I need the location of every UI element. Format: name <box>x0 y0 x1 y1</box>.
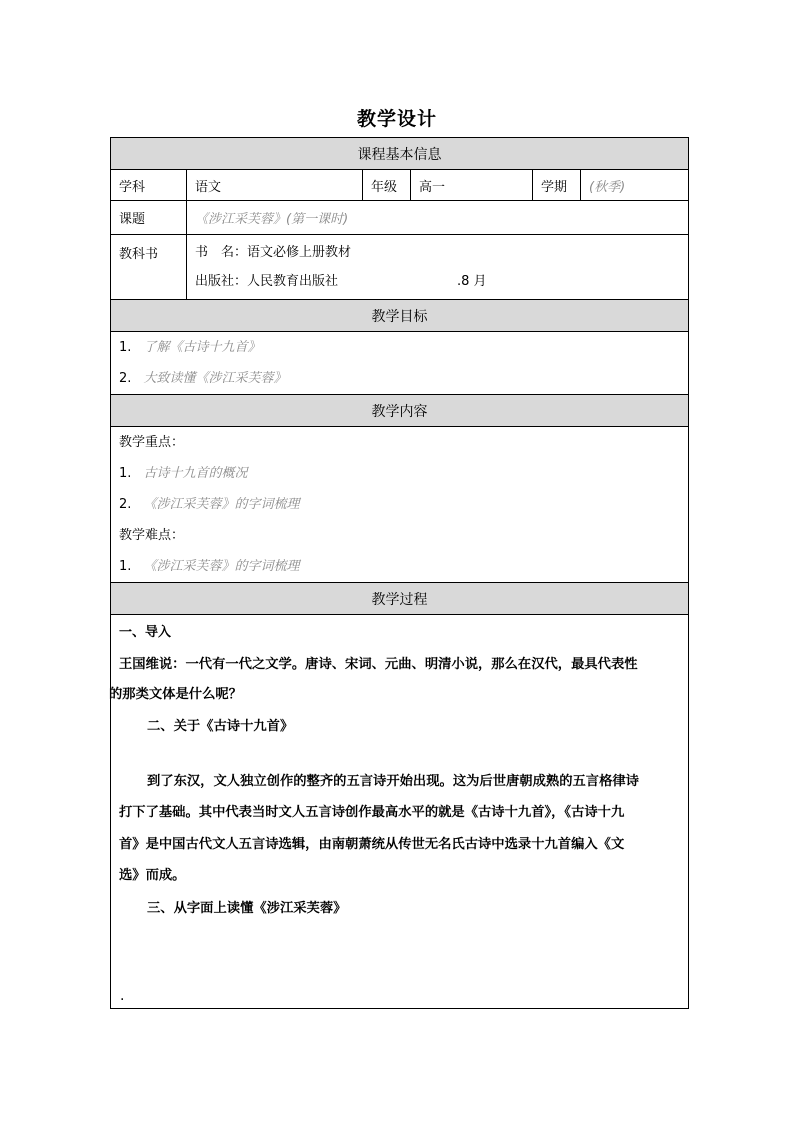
subject-label: 学科 <box>111 170 187 201</box>
objective-text: 了解《古诗十九首》 <box>143 340 261 355</box>
section-process <box>111 583 689 615</box>
textbook-label: 教科书 <box>111 235 187 300</box>
objectives-row <box>111 332 689 395</box>
grade-label: 年级 <box>363 170 411 201</box>
difficult-points-label: 教学难点： <box>119 528 185 543</box>
process-heading-reading: 三、从字面上读懂《涉江采芙蓉》 <box>147 901 347 916</box>
section-objectives-label: 教学目标 <box>111 300 689 332</box>
key-point-item <box>119 458 680 489</box>
poems-para-line-2: 打下了基础。其中代表当时文人五言诗创作最高水平的就是《古诗十九首》，《古诗十九 <box>119 805 625 820</box>
poems-para-line-3: 首》是中国古代文人五言诗选辑，由南朝萧统从传世无名氏古诗中选录十九首编入《文 <box>119 837 625 852</box>
key-point-num: 2. <box>119 497 132 512</box>
key-point-text: 古诗十九首的概况 <box>143 466 248 481</box>
objective-item <box>119 363 680 394</box>
intro-line-1: 王国维说：一代有一代之文学。唐诗、宋词、元曲、明清小说，那么在汉代，最具代表性 <box>119 657 638 672</box>
difficult-point-num: 1. <box>119 559 132 574</box>
topic-row <box>111 201 689 235</box>
section-basic-info <box>111 138 689 170</box>
process-heading-poems: 二、关于《古诗十九首》 <box>147 719 294 734</box>
term-label: 学期 <box>533 170 581 201</box>
content-list <box>111 427 689 583</box>
document-title: 教学设计 <box>356 108 437 130</box>
publisher-line <box>195 269 680 295</box>
publisher-name: 出版社：人民教育出版社 <box>195 274 339 289</box>
publish-date: .8 月 <box>457 274 487 289</box>
objective-num: 1. <box>119 340 132 355</box>
section-content-label: 教学内容 <box>111 395 689 427</box>
subject-row <box>111 170 689 201</box>
difficult-point-text: 《涉江采芙蓉》的字词梳理 <box>143 559 300 574</box>
section-objectives <box>111 300 689 332</box>
textbook-info <box>187 235 689 300</box>
objective-text: 大致读懂《涉江采芙蓉》 <box>143 371 287 386</box>
process-content <box>111 615 689 1009</box>
key-point-item <box>119 489 680 520</box>
difficult-point-item <box>119 551 680 582</box>
footer-mark: . <box>120 988 125 1004</box>
process-row <box>111 615 689 1009</box>
book-name-line: 书 名：语文必修上册教材 <box>195 245 352 260</box>
grade-value: 高一 <box>411 170 533 201</box>
key-point-num: 1. <box>119 466 132 481</box>
objective-num: 2. <box>119 371 132 386</box>
intro-line-2: 的那类文体是什么呢？ <box>109 687 242 702</box>
process-heading-intro: 一、导入 <box>119 625 172 640</box>
topic-label: 课题 <box>111 201 187 235</box>
content-row <box>111 427 689 583</box>
topic-value: 《涉江采芙蓉》(第一课时) <box>187 201 689 235</box>
lesson-plan-table <box>110 137 689 1009</box>
objectives-list <box>111 332 689 395</box>
section-process-label: 教学过程 <box>111 583 689 615</box>
term-value: (秋季) <box>581 170 689 201</box>
section-basic-info-label: 课程基本信息 <box>111 138 689 170</box>
textbook-row <box>111 235 689 300</box>
key-points-label: 教学重点： <box>119 435 185 450</box>
poems-para-line-1: 到了东汉，文人独立创作的整齐的五言诗开始出现。这为后世唐朝成熟的五言格律诗 <box>147 774 639 789</box>
poems-para-line-4: 选》而成。 <box>119 868 186 883</box>
subject-value: 语文 <box>187 170 363 201</box>
objective-item <box>119 332 680 363</box>
section-content <box>111 395 689 427</box>
key-point-text: 《涉江采芙蓉》的字词梳理 <box>143 497 300 512</box>
